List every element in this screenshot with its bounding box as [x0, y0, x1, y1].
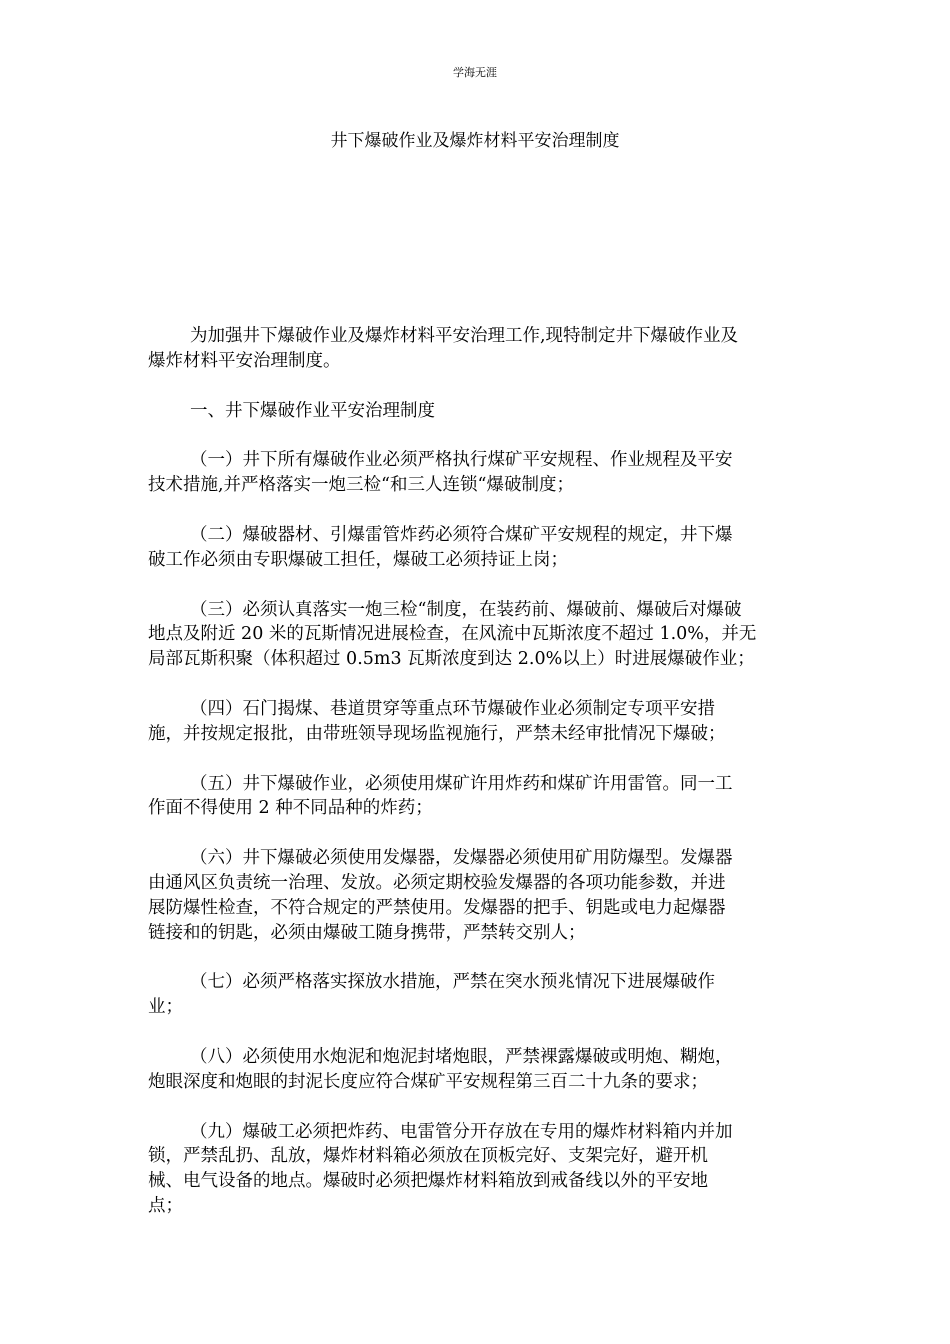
paragraph-line: （九）爆破工必须把炸药、电雷管分开存放在专用的爆炸材料箱内并加 — [190, 1121, 733, 1142]
paragraph — [148, 772, 808, 822]
paragraph — [148, 1045, 808, 1095]
paragraph — [148, 523, 808, 573]
paragraph — [148, 598, 808, 672]
paragraph-line: 链接和的钥匙，必须由爆破工随身携带，严禁转交别人； — [148, 922, 586, 943]
paragraph-line: 作面不得使用 2 种不同品种的炸药； — [148, 798, 433, 819]
paragraph-line: 为加强井下爆破作业及爆炸材料平安治理工作,现特制定井下爆破作业及 — [190, 326, 739, 346]
paragraph-line: 业； — [148, 997, 183, 1018]
paragraph-line: 展防爆性检查，不符合规定的严禁使用。发爆器的把手、钥匙或电力起爆器 — [148, 897, 726, 918]
document-body — [148, 324, 808, 1244]
paragraph-line: （一）井下所有爆破作业必须严格执行煤矿平安规程、作业规程及平安 — [190, 450, 733, 471]
paragraph — [148, 1120, 808, 1219]
paragraph-line: 点； — [148, 1195, 183, 1216]
paragraph-line: （七）必须严格落实探放水措施，严禁在突水预兆情况下进展爆破作 — [190, 972, 715, 993]
paragraph-line: （四）石门揭煤、巷道贯穿等重点环节爆破作业必须制定专项平安措 — [190, 698, 715, 719]
document-title: 井下爆破作业及爆炸材料平安治理制度 — [330, 131, 620, 151]
paragraph — [148, 324, 808, 374]
page-header: 学海无涯 — [453, 66, 497, 79]
paragraph-line: 施，并按规定报批，由带班领导现场监视施行，严禁未经审批情况下爆破； — [148, 723, 726, 744]
paragraph-line: 地点及附近 20 米的瓦斯情况进展检查，在风流中瓦斯浓度不超过 1.0%，并无 — [148, 624, 757, 645]
paragraph-line: （五）井下爆破作业，必须使用煤矿许用炸药和煤矿许用雷管。同一工 — [190, 773, 733, 794]
paragraph — [148, 697, 808, 747]
paragraph-line: 爆炸材料平安治理制度。 — [148, 350, 341, 371]
paragraph — [148, 448, 808, 498]
paragraph-line: 一、井下爆破作业平安治理制度 — [190, 400, 435, 421]
paragraph-line: 局部瓦斯积聚（体积超过 0.5m3 瓦斯浓度到达 2.0%以上）时进展爆破作业； — [148, 649, 755, 670]
paragraph-line: （二）爆破器材、引爆雷管炸药必须符合煤矿平安规程的规定，井下爆 — [190, 524, 733, 545]
paragraph-line: 破工作必须由专职爆破工担任，爆破工必须持证上岗； — [148, 549, 568, 570]
paragraph — [148, 399, 808, 424]
paragraph-line: 械、电气设备的地点。爆破时必须把爆炸材料箱放到戒备线以外的平安地 — [148, 1171, 708, 1192]
paragraph — [148, 846, 808, 945]
paragraph-line: （六）井下爆破必须使用发爆器，发爆器必须使用矿用防爆型。发爆器 — [190, 848, 733, 869]
paragraph-line: 炮眼深度和炮眼的封泥长度应符合煤矿平安规程第三百二十九条的要求； — [148, 1071, 708, 1092]
paragraph-line: 锁，严禁乱扔、乱放，爆炸材料箱必须放在顶板完好、支架完好，避开机 — [148, 1146, 708, 1167]
paragraph-line: 由通风区负责统一治理、发放。必须定期校验发爆器的各项功能参数，并进 — [148, 872, 726, 893]
paragraph — [148, 970, 808, 1020]
paragraph-line: 技术措施,并严格落实一炮三检“和三人连锁“爆破制度； — [148, 475, 574, 496]
paragraph-line: （八）必须使用水炮泥和炮泥封堵炮眼，严禁裸露爆破或明炮、糊炮， — [190, 1046, 733, 1067]
paragraph-line: （三）必须认真落实一炮三检“制度，在装药前、爆破前、爆破后对爆破 — [190, 599, 742, 620]
